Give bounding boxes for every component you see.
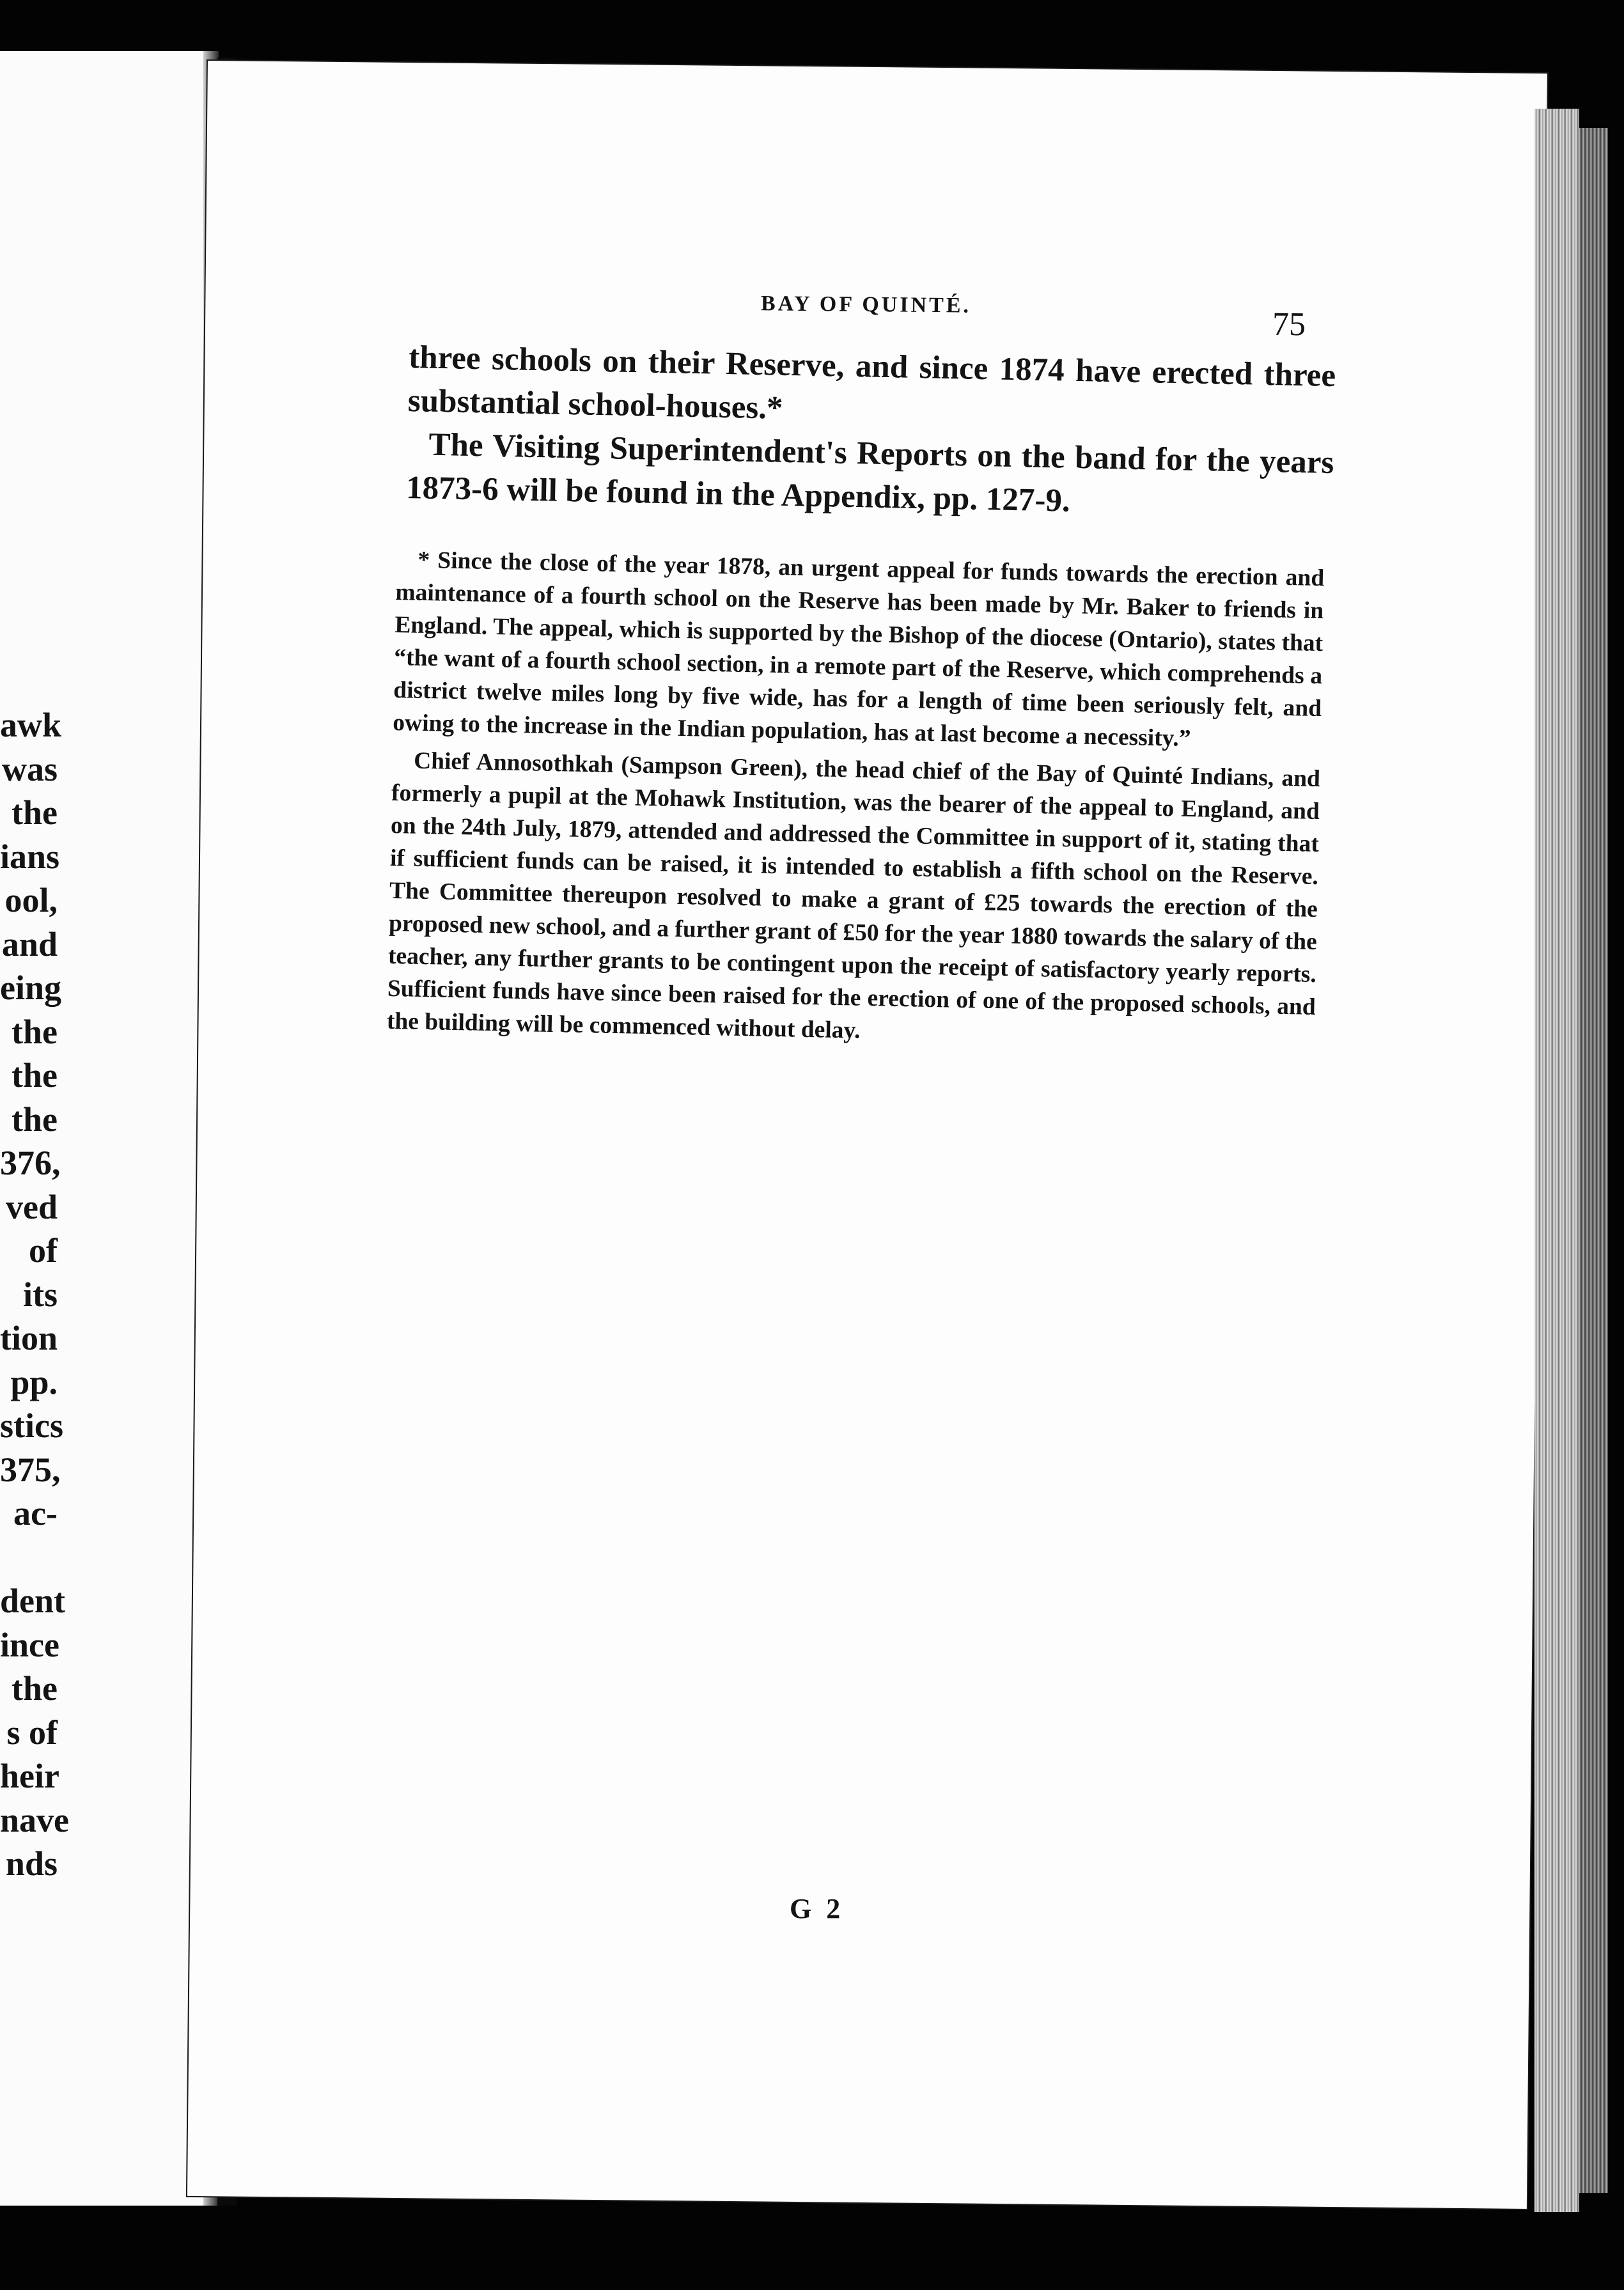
footnote: * Since the close of the year 1878, an urgent appeal for funds towards the erection and maintenance of a fourth school on the Reserve has been made by Mr. Baker to friends in England. The appeal, which is supported by the Bishop of the diocese (Ontario), states that “the want of a fourth school section, in a remote part of the Reserve, which comprehends a district twelve miles long by five wide, has for a length of time been seriously felt, and owing to the increase in the Indian population, has at last become a necessity.” (392, 547, 1325, 752)
left-line: s of (6, 1713, 58, 1752)
left-line: nave (0, 1800, 69, 1839)
left-line: awk (0, 706, 62, 744)
left-line: ince (0, 1625, 59, 1664)
left-line: the (12, 1669, 58, 1708)
left-line: heir (0, 1757, 59, 1795)
body-paragraph: The Visiting Superintendent's Reports on the band for the years 1873-6 will be found in the Appendix, pp. 127-9. (405, 426, 1334, 519)
left-line: the (12, 1056, 58, 1094)
left-line: 376, (0, 1144, 61, 1182)
left-line: was (1, 749, 58, 788)
page-number: 75 (1272, 306, 1306, 343)
body-text (406, 336, 1336, 528)
left-line: tion (0, 1319, 58, 1357)
left-line: pp. (10, 1362, 58, 1401)
left-line: nds (5, 1844, 58, 1883)
body-paragraph: three schools on their Reserve, and since 1874 have erected three substantial school-houses.* (407, 339, 1336, 426)
left-line: the (12, 1100, 58, 1139)
signature-mark: G 2 (790, 1893, 845, 1924)
left-line-blank (0, 1536, 58, 1580)
left-line: and (1, 924, 58, 963)
footnote-block (386, 543, 1324, 1056)
page-edges-outer (1579, 128, 1608, 2193)
left-line: eing (0, 969, 62, 1007)
running-head: BAY OF QUINTÉ. (760, 292, 972, 318)
left-line: the (12, 1012, 58, 1051)
left-line: ac- (13, 1494, 58, 1532)
left-line: dent (0, 1582, 66, 1620)
left-line: stics (0, 1406, 63, 1445)
left-line: ved (6, 1187, 58, 1226)
page-edges (1534, 109, 1579, 2212)
footnote-continuation: Chief Annosothkah (Sampson Green), the head chief of the Bay of Quinté Indians, and formerly a pupil at the Mohawk Institution, was the bearer of the appeal to England, and on the 24th July, 1879, attended and addressed the Committee in support of it, stating that if sufficient funds can be raised, it is intended to establish a fifth school on the Reserve. The Committee thereupon resolved to make a grant of £25 towards the erection of the proposed new school, and a further grant of £50 for the year 1880 towards the salary of the teacher, any further grants to be contingent upon the receipt of satisfactory yearly reports. Sufficient funds have since been raised for the erection of one of the proposed schools, and the building will be commenced without delay. (386, 747, 1321, 1044)
left-page-text-fragments (0, 703, 69, 1886)
left-line: its (23, 1275, 58, 1314)
left-line: ool, (4, 881, 58, 919)
left-line: of (29, 1231, 58, 1270)
left-line: ians (0, 837, 60, 876)
left-line: 375, (0, 1450, 61, 1489)
left-line: the (12, 793, 58, 832)
